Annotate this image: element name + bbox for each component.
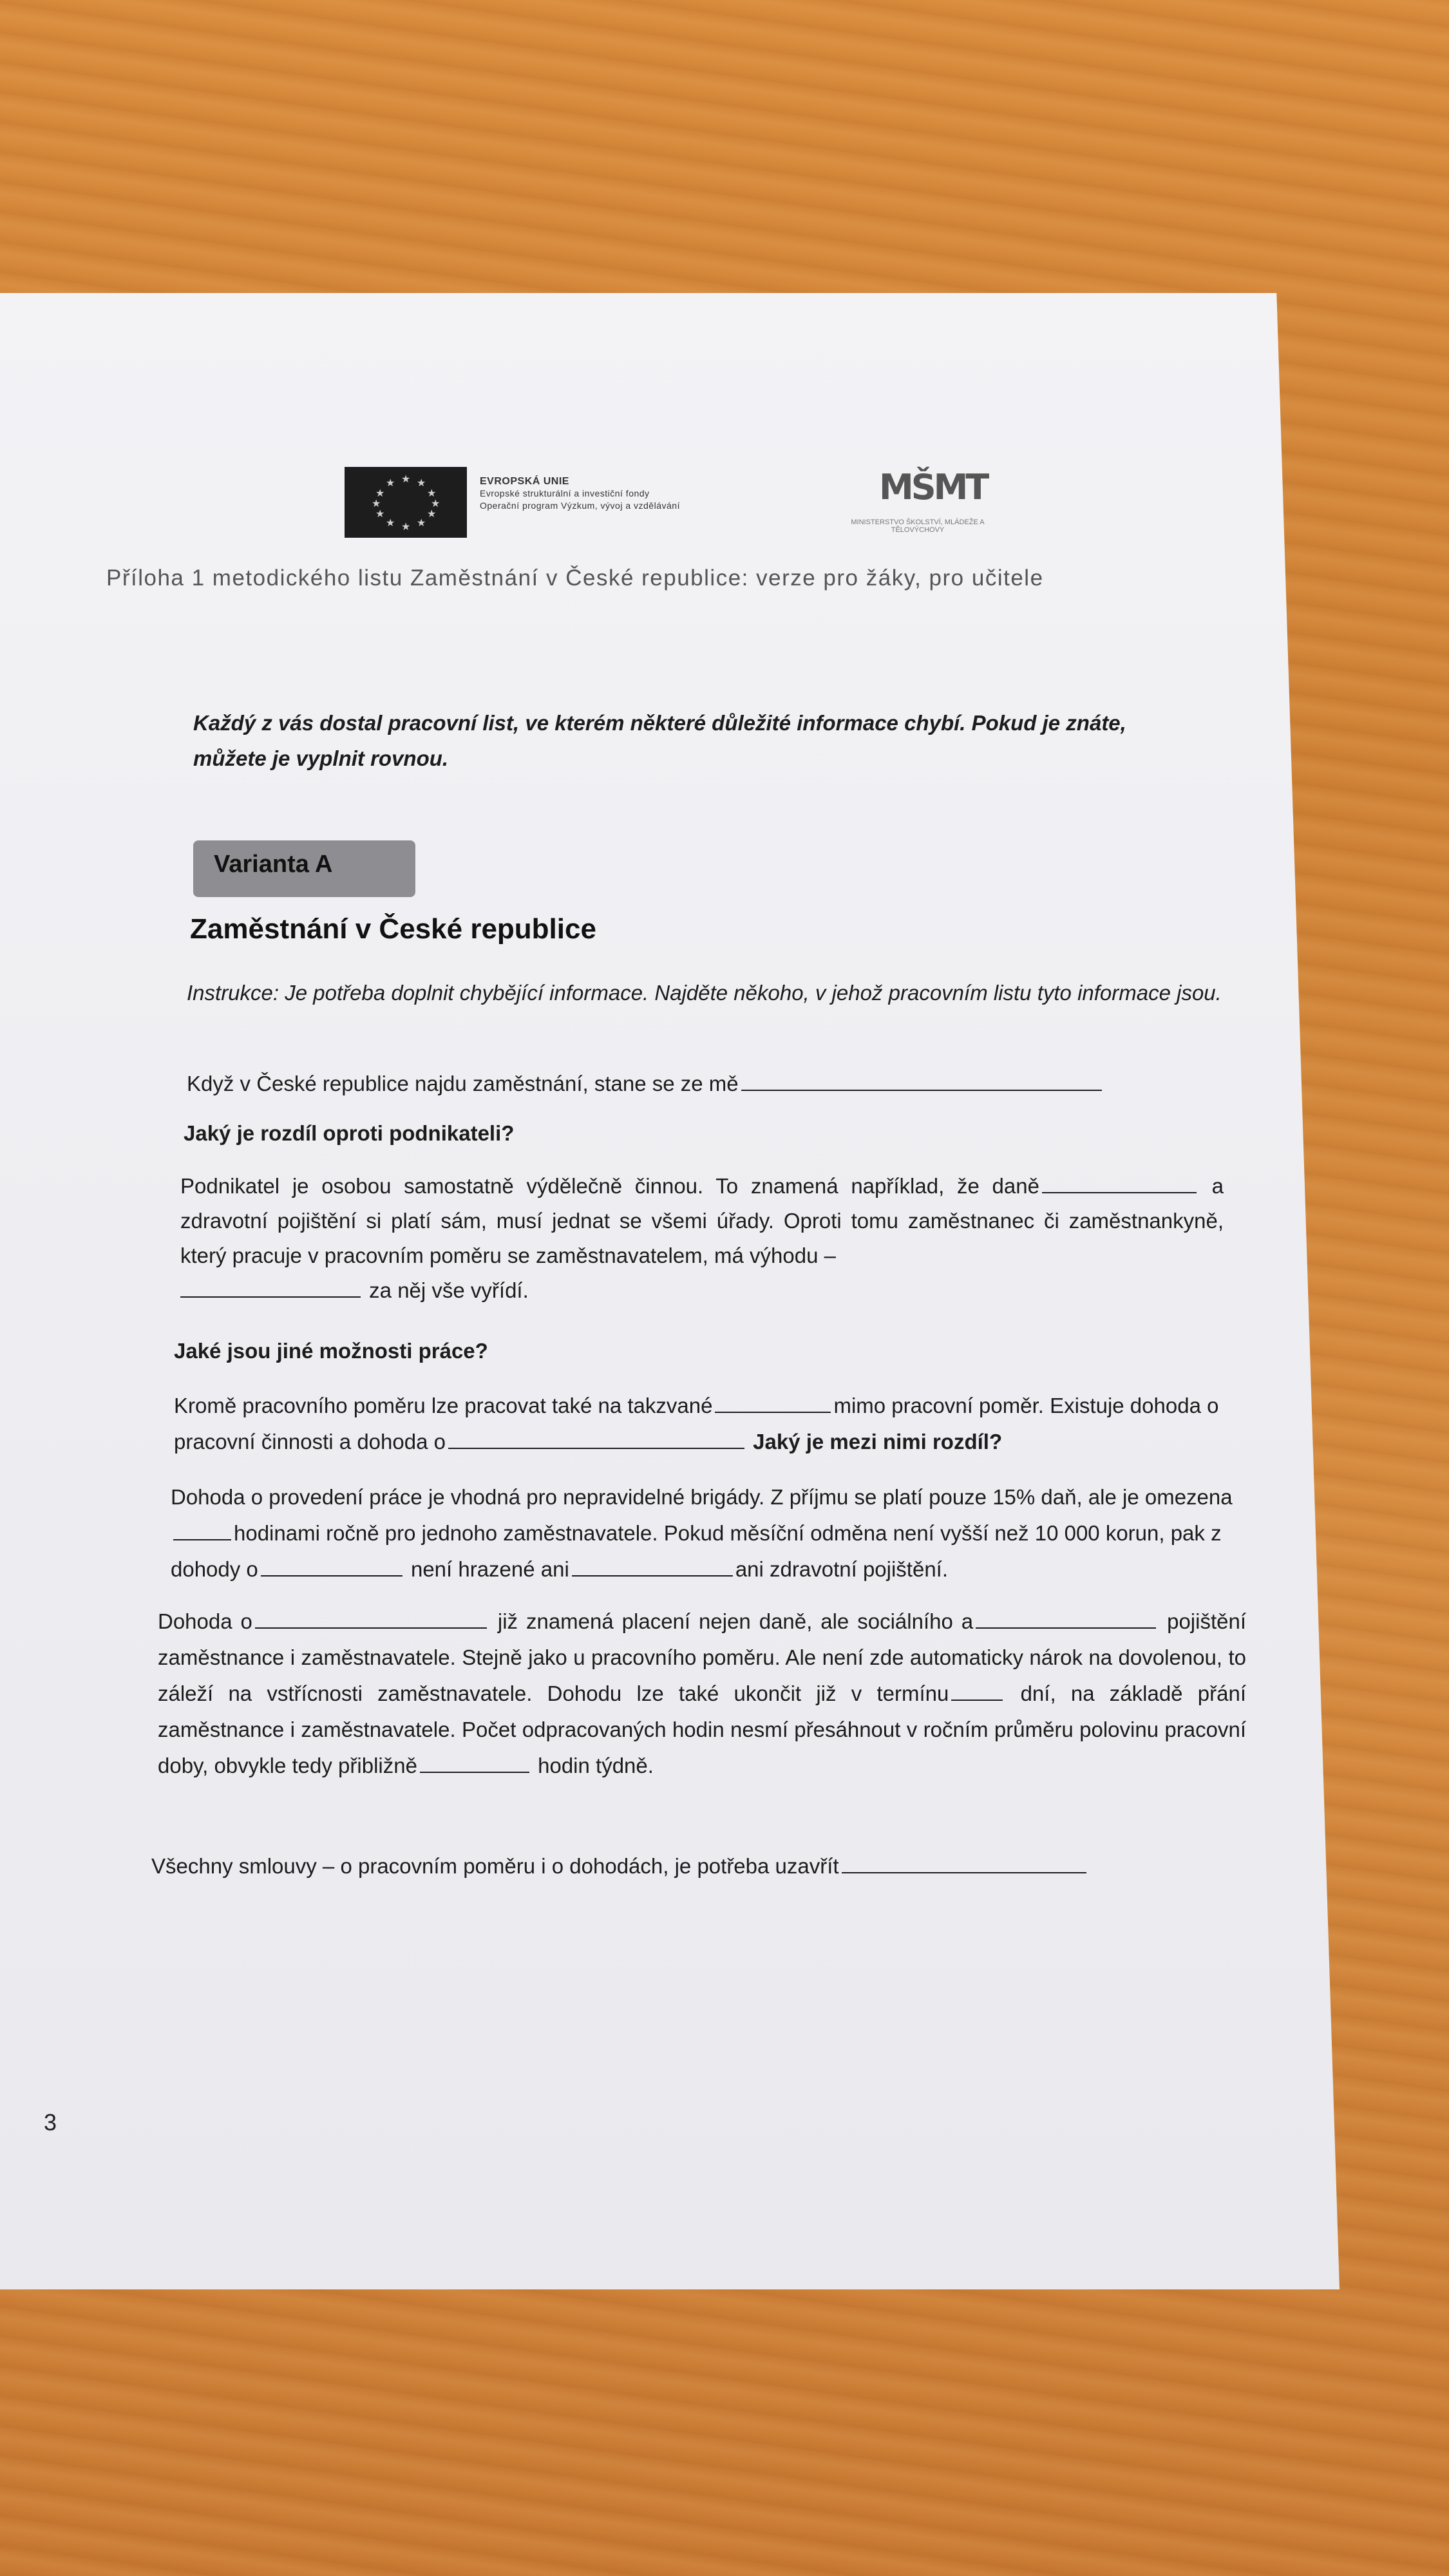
paragraph-employee — [187, 1066, 1217, 1102]
variant-label: Varianta A — [214, 851, 333, 878]
blank-agreement-kind[interactable] — [261, 1575, 402, 1577]
paragraph-contracts — [151, 1848, 1246, 1884]
p5-text-d: dní, na základě přání zaměstnance i zaměstnavatele. Počet odpracovaných hodin nesmí přesáhnout v ročním průměru polovinu pracovní doby, obvykle tedy přibližně — [158, 1681, 1246, 1777]
eu-program-text — [480, 475, 680, 512]
p5-text-a: Dohoda o — [158, 1609, 252, 1633]
p6-text: Všechny smlouvy – o pracovním poměru i o dohodách, je potřeba uzavřít — [151, 1854, 839, 1878]
p1-text: Když v České republice najdu zaměstnání, stane se ze mě — [187, 1072, 739, 1095]
eu-title: EVROPSKÁ UNIE — [480, 476, 569, 487]
intro-text: Každý z vás dostal pracovní list, ve kterém některé důležité informace chybí. Pokud je znáte, můžete je vyplnit rovnou. — [193, 711, 1126, 770]
blank-agreements[interactable] — [715, 1411, 831, 1413]
blank-weekly-hours[interactable] — [420, 1771, 529, 1773]
paragraph-agreements — [174, 1388, 1236, 1460]
paragraph-dpc — [158, 1604, 1246, 1784]
blank-employee[interactable] — [741, 1089, 1102, 1091]
instructions-text: Je potřeba doplnit chybějící informace. Najděte někoho, v jehož pracovním listu tyto informace jsou. — [285, 981, 1222, 1005]
paragraph-entrepreneur — [180, 1169, 1224, 1308]
blank-days[interactable] — [951, 1699, 1003, 1701]
p2-text-a: Podnikatel je osobou samostatně výdělečně činnou. To znamená například, že daně — [180, 1174, 1039, 1198]
instructions-label: Instrukce: — [187, 981, 279, 1005]
blank-contract-form[interactable] — [842, 1871, 1086, 1873]
p4-text-a: Dohoda o provedení práce je vhodná pro nepravidelné brigády. Z příjmu se platí pouze 15% daň, ale je omezena — [171, 1485, 1233, 1509]
blank-taxes[interactable] — [1042, 1191, 1197, 1193]
question-other-options: Jaké jsou jiné možnosti práce? — [174, 1339, 488, 1363]
blank-insurance-type[interactable] — [572, 1575, 733, 1577]
p4-text-d: ani zdravotní pojištění. — [735, 1557, 949, 1581]
msmt-text: MINISTERSTVO ŠKOLSTVÍ, MLÁDEŽE A TĚLOVÝCHOVY — [851, 518, 985, 534]
eu-flag-icon: ★ ★ ★ ★ ★ ★ ★ ★ ★ ★ ★ ★ — [345, 467, 467, 538]
blank-who-handles[interactable] — [180, 1296, 361, 1298]
eu-program: Operační program Výzkum, vývoj a vzdělávání — [480, 500, 680, 511]
msmt-logo: MŠMT — [879, 467, 987, 507]
paragraph-dpp — [171, 1479, 1240, 1587]
page-title: Zaměstnání v České republice — [190, 913, 596, 945]
blank-dpc-name[interactable] — [255, 1627, 487, 1629]
instructions — [187, 974, 1224, 1012]
appendix-heading: Příloha 1 metodického listu Zaměstnání v České republice: verze pro žáky, pro učitele — [106, 565, 1044, 591]
blank-agreement-type[interactable] — [448, 1447, 744, 1449]
blank-insurance-kind[interactable] — [976, 1627, 1156, 1629]
p5-text-e: hodin týdně. — [538, 1754, 654, 1777]
question-difference: Jaký je rozdíl oproti podnikateli? — [184, 1121, 515, 1145]
p5-text-c: pojištění zaměstnance i zaměstnavatele. Stejně jako u pracovního poměru. Ale není zde automaticky nárok na dovolenou, to záleží na vstřícnosti zaměstnavatele. Dohodu lze také ukončit již v termínu — [158, 1609, 1247, 1705]
eu-funds: Evropské strukturální a investiční fondy — [480, 488, 650, 498]
p2-text-c: za něj vše vyřídí. — [369, 1278, 529, 1302]
p2-text-b: a zdravotní pojištění si platí sám, musí jednat se všemi úřady. Oproti tomu zaměstnanec či zaměstnankyně, který pracuje v pracovním poměru se zaměstnavatelem, má výhodu – — [180, 1174, 1224, 1267]
p5-text-b: již znamená placení nejen daně, ale sociálního a — [497, 1609, 974, 1633]
p4-text-c: není hrazené ani — [410, 1557, 569, 1581]
p3-text-c: Jaký je mezi nimi rozdíl? — [753, 1430, 1003, 1454]
p3-text-b: mimo pracovní poměr. Existuje dohoda o pracovní činnosti a dohoda o — [174, 1394, 1219, 1454]
p3-text-a: Kromě pracovního poměru lze pracovat také na takzvané — [174, 1394, 713, 1417]
blank-hours-limit[interactable] — [173, 1539, 231, 1540]
p4-text-b: hodinami ročně pro jednoho zaměstnavatele. Pokud měsíční odměna není vyšší než 10 000 korun, pak z dohody o — [171, 1521, 1222, 1581]
variant-badge — [193, 840, 415, 897]
page-number: 3 — [44, 2109, 57, 2136]
